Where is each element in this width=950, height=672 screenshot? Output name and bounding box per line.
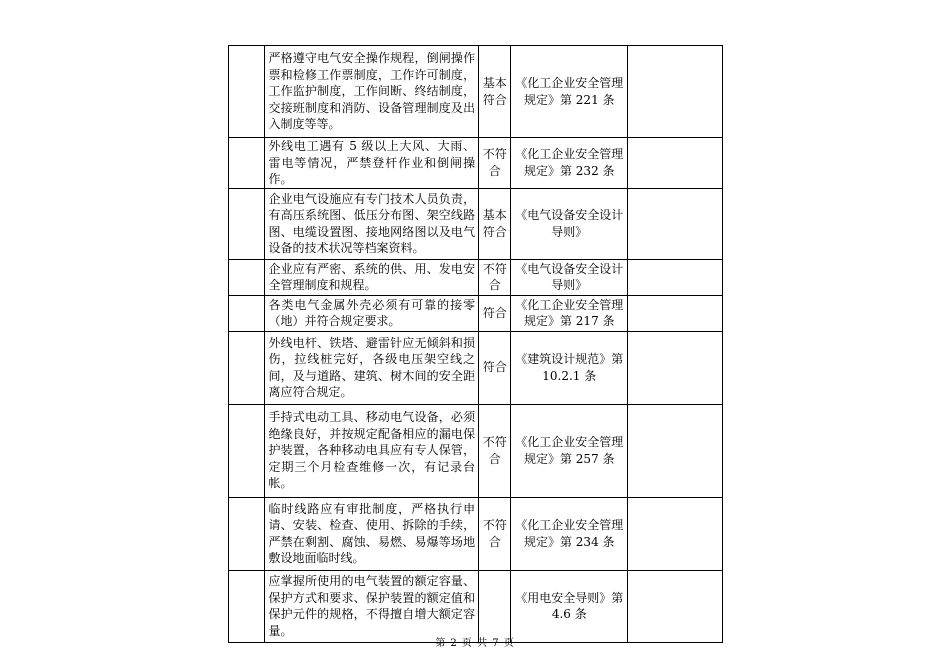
note-cell [628, 46, 723, 138]
basis-cell: 《用电安全导则》第 4.6 条 [511, 570, 628, 642]
result-cell: 不符合 [479, 259, 511, 295]
note-cell [628, 331, 723, 404]
table-row [229, 570, 723, 642]
row-index-cell [229, 259, 265, 295]
basis-cell: 《电气设备安全设计导则》 [511, 259, 628, 295]
basis-cell: 《化工企业安全管理规定》第 257 条 [511, 404, 628, 497]
row-index-cell [229, 331, 265, 404]
table-row [229, 46, 723, 138]
note-cell [628, 259, 723, 295]
result-cell: 不符合 [479, 138, 511, 189]
requirement-cell: 手持式电动工具、移动电气设备，必须绝缘良好，并按规定配备相应的漏电保护装置，各种移动电具应有专人保管，定期三个月检查维修一次，有记录台帐。 [265, 404, 479, 497]
result-cell: 不符合 [479, 404, 511, 497]
table-row [229, 331, 723, 404]
safety-checklist-table [228, 45, 723, 643]
requirement-cell: 严格遵守电气安全操作规程，倒闸操作票和检修工作票制度，工作许可制度，工作监护制度，工作间断、终结制度，交接班制度和消防、设备管理制度及出入制度等等。 [265, 46, 479, 138]
table-row [229, 188, 723, 259]
result-cell: 不符合 [479, 497, 511, 570]
row-index-cell [229, 188, 265, 259]
table-row [229, 497, 723, 570]
basis-cell: 《电气设备安全设计导则》 [511, 188, 628, 259]
result-cell: 基本符合 [479, 188, 511, 259]
basis-cell: 《化工企业安全管理规定》第 217 条 [511, 295, 628, 331]
note-cell [628, 404, 723, 497]
note-cell [628, 138, 723, 189]
result-cell: 符合 [479, 331, 511, 404]
note-cell [628, 188, 723, 259]
note-cell [628, 295, 723, 331]
result-cell [479, 570, 511, 642]
page-number-footer: 第 2 页 共 7 页 [435, 638, 515, 649]
row-index-cell [229, 570, 265, 642]
basis-cell: 《化工企业安全管理规定》第 234 条 [511, 497, 628, 570]
row-index-cell [229, 46, 265, 138]
requirement-cell: 外线电杆、铁塔、避雷针应无倾斜和损伤，拉线桩完好，各级电压架空线之间，及与道路、建筑、树木间的安全距离应符合规定。 [265, 331, 479, 404]
result-cell: 符合 [479, 295, 511, 331]
table-row [229, 138, 723, 189]
result-cell: 基本符合 [479, 46, 511, 138]
note-cell [628, 570, 723, 642]
basis-cell: 《化工企业安全管理规定》第 232 条 [511, 138, 628, 189]
requirement-cell: 各类电气金属外壳必须有可靠的接零（地）并符合规定要求。 [265, 295, 479, 331]
requirement-cell: 应掌握所使用的电气装置的额定容量、保护方式和要求、保护装置的额定值和保护元件的规格，不得擅自增大额定容量。 [265, 570, 479, 642]
row-index-cell [229, 404, 265, 497]
basis-cell: 《化工企业安全管理规定》第 221 条 [511, 46, 628, 138]
table-row [229, 295, 723, 331]
table-row [229, 404, 723, 497]
requirement-cell: 企业应有严密、系统的供、用、发电安全管理制度和规程。 [265, 259, 479, 295]
row-index-cell [229, 138, 265, 189]
row-index-cell [229, 497, 265, 570]
table-row [229, 259, 723, 295]
basis-cell: 《建筑设计规范》第 10.2.1 条 [511, 331, 628, 404]
row-index-cell [229, 295, 265, 331]
requirement-cell: 外线电工遇有 5 级以上大风、大雨、雷电等情况，严禁登杆作业和倒闸操作。 [265, 138, 479, 189]
requirement-cell: 企业电气设施应有专门技术人员负责，有高压系统图、低压分布图、架空线路图、电缆设置图、接地网络图以及电气设备的技术状况等档案资料。 [265, 188, 479, 259]
note-cell [628, 497, 723, 570]
requirement-cell: 临时线路应有审批制度，严格执行申请、安装、检查、使用、拆除的手续，严禁在剩割、腐蚀、易燃、易爆等场地敷设地面临时线。 [265, 497, 479, 570]
